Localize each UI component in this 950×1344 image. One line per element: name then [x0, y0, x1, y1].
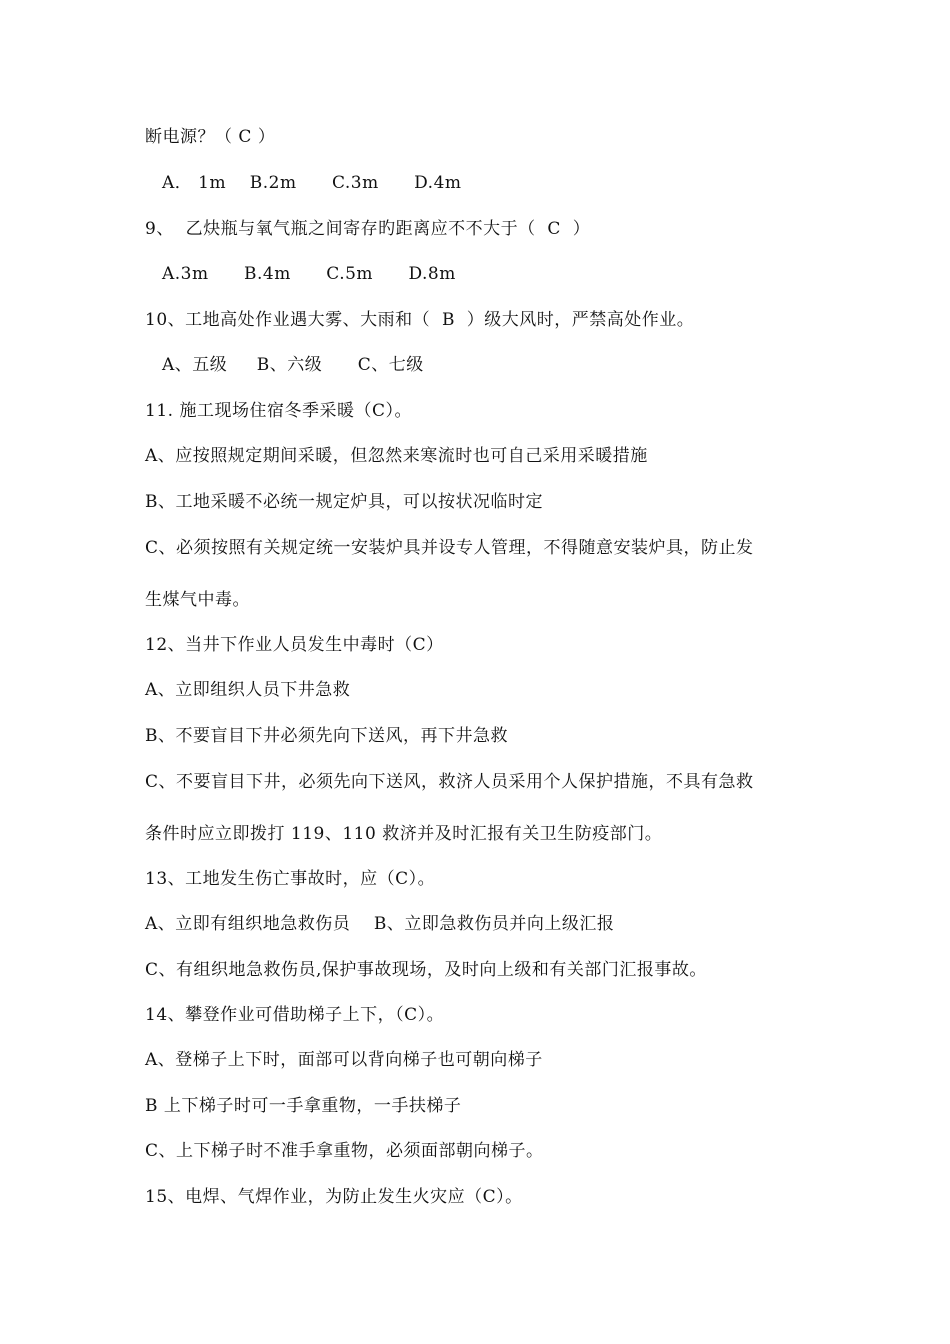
text-line-question-15: 15、电焊、气焊作业，为防止发生火灾应（C）。 [145, 1187, 523, 1207]
text-line-option-14c: C、上下梯子时不准手拿重物，必须面部朝向梯子。 [145, 1141, 544, 1161]
text-line-option-14b: B 上下梯子时可一手拿重物，一手扶梯子 [145, 1096, 462, 1116]
text-line-option-12c-cont: 条件时应立即拨打 119、110 救济并及时汇报有关卫生防疫部门。 [145, 824, 663, 844]
text-line-option-11c: C、必须按照有关规定统一安装炉具并设专人管理，不得随意安装炉具，防止发 [145, 538, 754, 558]
text-line-question-10: 10、工地高处作业遇大雾、大雨和（ B ）级大风时，严禁高处作业。 [145, 310, 695, 330]
text-line-option-13c: C、有组织地急救伤员,保护事故现场，及时向上级和有关部门汇报事故。 [145, 960, 707, 980]
text-line-question-9: 9、 乙炔瓶与氧气瓶之间寄存旳距离应不不大于（ C ） [145, 219, 591, 239]
text-line-question-12: 12、当井下作业人员发生中毒时（C） [145, 635, 444, 655]
text-line-option-11b: B、工地采暖不必统一规定炉具，可以按状况临时定 [145, 492, 543, 512]
text-line-options-13ab: A、立即有组织地急救伤员 B、立即急救伤员并向上级汇报 [145, 914, 615, 934]
text-line-option-12b: B、不要盲目下井必须先向下送风，再下井急救 [145, 726, 508, 746]
text-line-question-14: 14、攀登作业可借助梯子上下，（C）。 [145, 1005, 445, 1025]
text-line-option-11c-cont: 生煤气中毒。 [145, 590, 250, 610]
text-line-option-11a: A、应按照规定期间采暖，但忽然来寒流时也可自己采用采暖措施 [145, 446, 648, 466]
text-line-option-12c: C、不要盲目下井，必须先向下送风，救济人员采用个人保护措施，不具有急救 [145, 772, 754, 792]
text-line-question-11: 11. 施工现场住宿冬季采暖（C）。 [145, 401, 412, 421]
text-line-option-14a: A、登梯子上下时，面部可以背向梯子也可朝向梯子 [145, 1050, 543, 1070]
text-line-question-13: 13、工地发生伤亡事故时，应（C）。 [145, 869, 436, 889]
text-line-option-12a: A、立即组织人员下井急救 [145, 680, 351, 700]
text-line-options-10: A、五级 B、六级 C、七级 [162, 355, 424, 375]
text-line-options-9: A.3m B.4m C.5m D.8m [162, 264, 456, 284]
text-line-options-8: A． 1m B.2m C.3m D.4m [162, 173, 462, 193]
text-line-question-8-end: 断电源？（ C ） [145, 127, 276, 147]
